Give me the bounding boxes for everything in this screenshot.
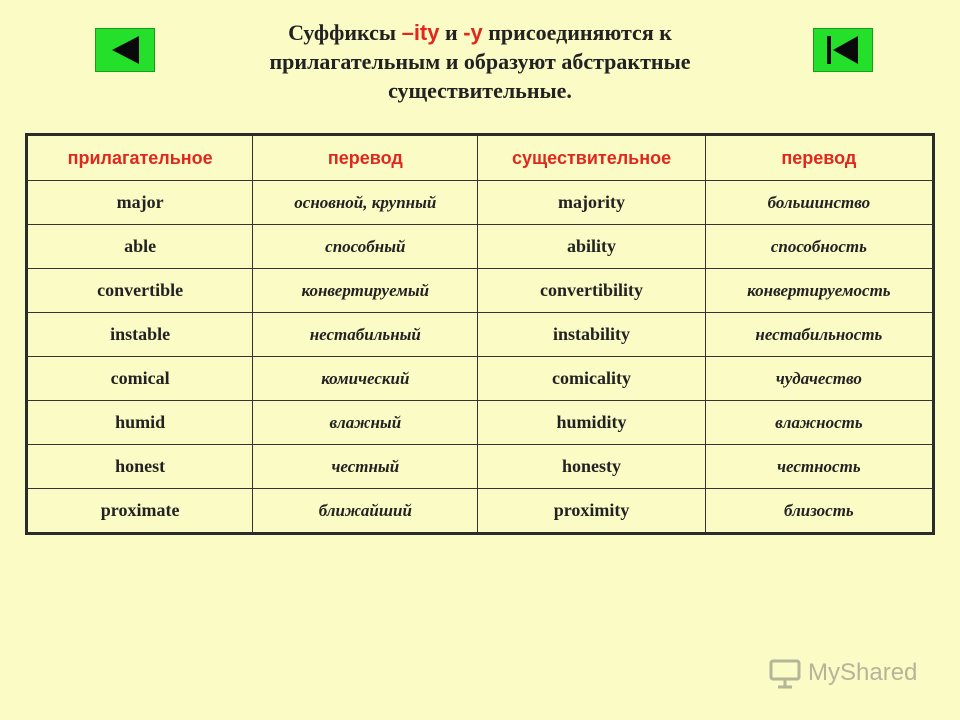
table-row — [27, 401, 934, 445]
adjective-translation-cell: способный — [253, 225, 478, 269]
adjective-translation-cell: основной, крупный — [253, 181, 478, 225]
skip-to-first-icon — [814, 29, 872, 71]
adjective-cell: able — [27, 225, 253, 269]
title-text-1: Суффиксы — [288, 20, 402, 45]
adjective-translation-cell: конвертируемый — [253, 269, 478, 313]
myshared-watermark — [768, 655, 917, 691]
table-row — [27, 445, 934, 489]
noun-translation-cell: способность — [705, 225, 933, 269]
header-translation: перевод — [705, 135, 933, 181]
table-row — [27, 225, 934, 269]
triangle-left-icon — [96, 29, 154, 71]
noun-cell: majority — [478, 181, 705, 225]
noun-cell: comicality — [478, 357, 705, 401]
adjective-translation-cell: ближайший — [253, 489, 478, 534]
noun-translation-cell: большинство — [705, 181, 933, 225]
watermark-text: MyShared — [808, 659, 918, 686]
adjective-cell: humid — [27, 401, 253, 445]
noun-cell: humidity — [478, 401, 705, 445]
adjective-cell: major — [27, 181, 253, 225]
title-text-3: присоединяются к прилагательным и образуют абстрактные существительные. — [269, 20, 691, 103]
adjective-cell: honest — [27, 445, 253, 489]
header-adjective: прилагательное — [27, 135, 253, 181]
previous-slide-button[interactable] — [95, 28, 155, 72]
adjective-cell: convertible — [27, 269, 253, 313]
noun-cell: ability — [478, 225, 705, 269]
title-suffix-y: -y — [463, 20, 483, 45]
adjective-translation-cell: честный — [253, 445, 478, 489]
table-row — [27, 313, 934, 357]
header-noun: существительное — [478, 135, 705, 181]
table-header-row — [27, 135, 934, 181]
noun-translation-cell: конвертируемость — [705, 269, 933, 313]
noun-translation-cell: нестабильность — [705, 313, 933, 357]
noun-cell: honesty — [478, 445, 705, 489]
adjective-translation-cell: комический — [253, 357, 478, 401]
noun-cell: proximity — [478, 489, 705, 534]
table-row — [27, 489, 934, 534]
noun-translation-cell: честность — [705, 445, 933, 489]
table-row — [27, 269, 934, 313]
adjective-cell: comical — [27, 357, 253, 401]
header-translation: перевод — [253, 135, 478, 181]
title-suffix-ity: –ity — [401, 20, 440, 45]
noun-translation-cell: близость — [705, 489, 933, 534]
title-text-2: и — [439, 20, 464, 45]
presentation-logo-icon — [768, 656, 802, 690]
noun-translation-cell: влажность — [705, 401, 933, 445]
adjective-cell: instable — [27, 313, 253, 357]
noun-cell: convertibility — [478, 269, 705, 313]
table-row — [27, 357, 934, 401]
first-slide-button[interactable] — [813, 28, 873, 72]
table-row — [27, 181, 934, 225]
adjective-cell: proximate — [27, 489, 253, 534]
adjective-translation-cell: нестабильный — [253, 313, 478, 357]
noun-cell: instability — [478, 313, 705, 357]
slide-title — [200, 18, 760, 105]
adjective-translation-cell: влажный — [253, 401, 478, 445]
noun-translation-cell: чудачество — [705, 357, 933, 401]
suffix-table — [25, 133, 935, 535]
